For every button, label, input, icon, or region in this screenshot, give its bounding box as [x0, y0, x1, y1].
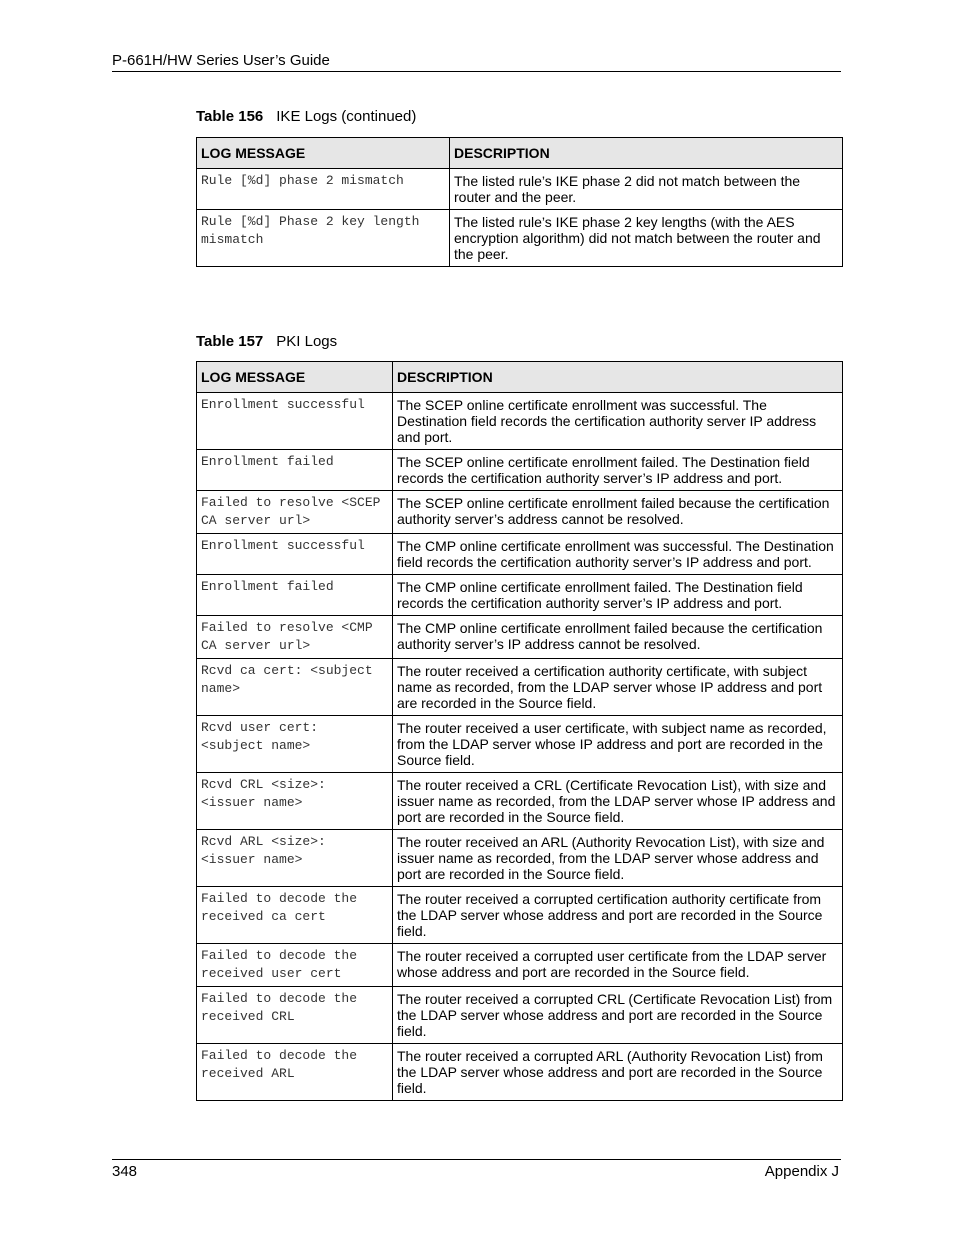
- table-row: [197, 616, 843, 659]
- column-header-description: DESCRIPTION: [393, 362, 843, 393]
- table-row: [197, 987, 843, 1044]
- table156-label: Table 156: [196, 108, 264, 125]
- table157-caption: [196, 333, 337, 350]
- column-header-log-message: LOG MESSAGE: [197, 138, 450, 169]
- log-description: The SCEP online certificate enrollment was successful. The Destination field records the certification authority server IP address and port.: [393, 393, 843, 450]
- log-description: The router received an ARL (Authority Revocation List), with size and issuer name as recorded, from the LDAP server whose address and port are recorded in the Source field.: [393, 830, 843, 887]
- log-message: Rcvd ARL <size>: <issuer name>: [197, 830, 393, 887]
- page-footer: [112, 1159, 841, 1182]
- log-description: The listed rule’s IKE phase 2 key lengths (with the AES encryption algorithm) did not match between the router and the peer.: [450, 210, 843, 267]
- ike-logs-table: [196, 137, 843, 267]
- pki-logs-table: [196, 361, 843, 1101]
- table-header-row: [197, 138, 843, 169]
- column-header-log-message: LOG MESSAGE: [197, 362, 393, 393]
- log-description: The CMP online certificate enrollment failed because the certification authority server’s IP address cannot be resolved.: [393, 616, 843, 659]
- log-message: Failed to resolve <SCEP CA server url>: [197, 491, 393, 534]
- footer-section: Appendix J: [764, 1163, 839, 1180]
- table156-caption: [196, 108, 416, 125]
- table-row: [197, 491, 843, 534]
- table-row: [197, 1044, 843, 1101]
- log-description: The SCEP online certificate enrollment failed because the certification authority server’s address cannot be resolved.: [393, 491, 843, 534]
- table157-title: PKI Logs: [276, 333, 338, 350]
- table-row: [197, 575, 843, 616]
- table-row: [197, 944, 843, 987]
- log-message: Failed to decode the received user cert: [197, 944, 393, 987]
- table-row: [197, 534, 843, 575]
- log-message: Rcvd ca cert: <subject name>: [197, 659, 393, 716]
- table157-label: Table 157: [196, 333, 264, 350]
- table-row: [197, 773, 843, 830]
- log-description: The router received a CRL (Certificate Revocation List), with size and issuer name as recorded, from the LDAP server whose IP address and port are recorded in the Source field.: [393, 773, 843, 830]
- log-description: The listed rule’s IKE phase 2 did not match between the router and the peer.: [450, 169, 843, 210]
- log-message: Rcvd CRL <size>: <issuer name>: [197, 773, 393, 830]
- table-row: [197, 169, 843, 210]
- log-message: Rcvd user cert: <subject name>: [197, 716, 393, 773]
- log-description: The router received a corrupted user certificate from the LDAP server whose address and port are recorded in the Source field.: [393, 944, 843, 987]
- log-description: The router received a corrupted ARL (Authority Revocation List) from the LDAP server whose address and port are recorded in the Source field.: [393, 1044, 843, 1101]
- page-number: 348: [112, 1163, 138, 1180]
- table156-title: IKE Logs (continued): [276, 108, 417, 125]
- log-message: Enrollment failed: [197, 575, 393, 616]
- log-message: Failed to decode the received ca cert: [197, 887, 393, 944]
- log-message: Failed to decode the received ARL: [197, 1044, 393, 1101]
- log-message: Enrollment successful: [197, 534, 393, 575]
- log-message: Enrollment successful: [197, 393, 393, 450]
- table-row: [197, 450, 843, 491]
- table-row: [197, 830, 843, 887]
- table-row: [197, 716, 843, 773]
- page-header: [112, 51, 841, 72]
- log-description: The router received a corrupted CRL (Certificate Revocation List) from the LDAP server whose address and port are recorded in the Source field.: [393, 987, 843, 1044]
- log-description: The router received a user certificate, with subject name as recorded, from the LDAP server whose IP address and port are recorded in the Source field.: [393, 716, 843, 773]
- log-description: The router received a certification authority certificate, with subject name as recorded, from the LDAP server whose IP address and port are recorded in the Source field.: [393, 659, 843, 716]
- table-row: [197, 887, 843, 944]
- table-row: [197, 210, 843, 267]
- log-message: Enrollment failed: [197, 450, 393, 491]
- column-header-description: DESCRIPTION: [450, 138, 843, 169]
- log-message: Failed to resolve <CMP CA server url>: [197, 616, 393, 659]
- log-description: The SCEP online certificate enrollment failed. The Destination field records the certification authority server’s IP address and port.: [393, 450, 843, 491]
- table-header-row: [197, 362, 843, 393]
- table-row: [197, 393, 843, 450]
- log-description: The CMP online certificate enrollment failed. The Destination field records the certification authority server’s IP address and port.: [393, 575, 843, 616]
- guide-title: P-661H/HW Series User’s Guide: [112, 52, 330, 69]
- log-description: The CMP online certificate enrollment was successful. The Destination field records the certification authority server’s IP address and port.: [393, 534, 843, 575]
- table-row: [197, 659, 843, 716]
- log-message: Failed to decode the received CRL: [197, 987, 393, 1044]
- log-description: The router received a corrupted certification authority certificate from the LDAP server whose address and port are recorded in the Source field.: [393, 887, 843, 944]
- log-message: Rule [%d] phase 2 mismatch: [197, 169, 450, 210]
- log-message: Rule [%d] Phase 2 key length mismatch: [197, 210, 450, 267]
